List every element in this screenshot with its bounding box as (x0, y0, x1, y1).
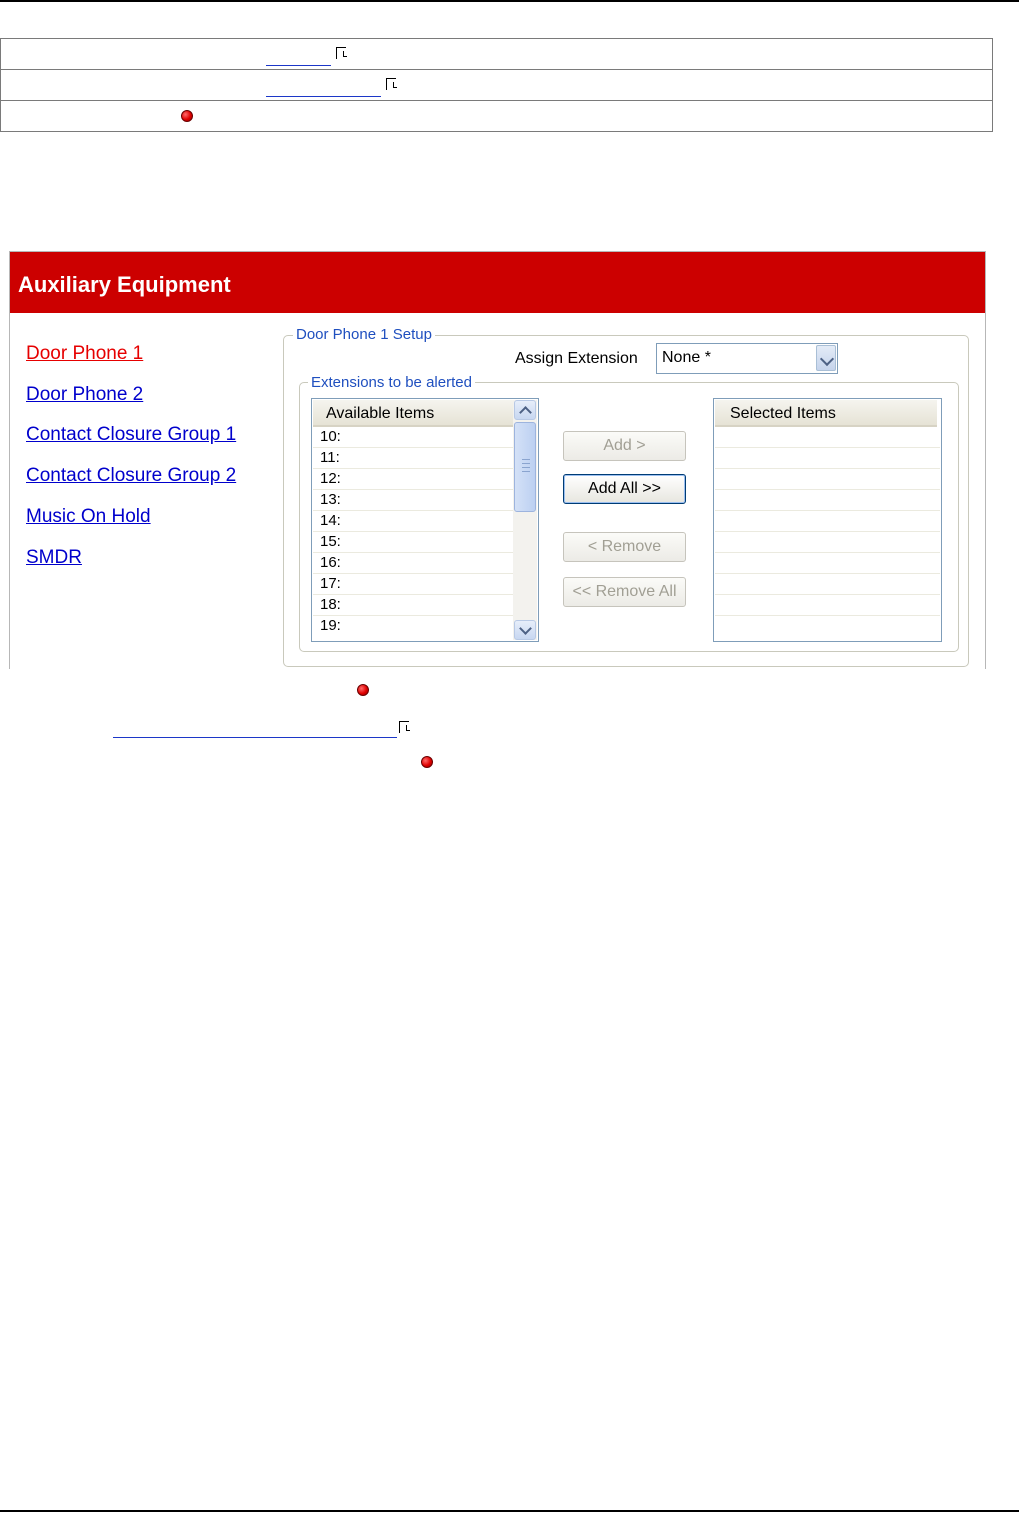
red-dot-icon (357, 684, 369, 696)
list-item[interactable]: 14: (313, 511, 513, 532)
assign-extension-select[interactable] (656, 343, 838, 374)
nav-door-phone-1[interactable]: Door Phone 1 (26, 343, 144, 364)
page-top-rule (0, 0, 1019, 2)
corner-mark-icon (386, 78, 396, 90)
nav-contact-closure-group-2[interactable]: Contact Closure Group 2 (26, 465, 237, 486)
list-item[interactable]: 19: (320, 617, 341, 634)
doc-table (0, 38, 993, 132)
list-item[interactable]: 16: (313, 553, 513, 574)
red-dot-icon (181, 110, 193, 122)
remove-button[interactable]: < Remove (563, 532, 686, 562)
selected-items-list[interactable] (713, 398, 942, 642)
list-item (715, 490, 940, 511)
doc-link-underline[interactable] (113, 737, 397, 738)
add-all-button[interactable]: Add All >> (563, 474, 686, 504)
extensions-alerted-legend: Extensions to be alerted (308, 374, 475, 391)
nav-music-on-hold[interactable]: Music On Hold (26, 506, 151, 527)
corner-mark-icon (399, 721, 409, 733)
door-phone-setup-legend: Door Phone 1 Setup (293, 326, 435, 343)
selected-items-header-label: Selected Items (730, 405, 836, 422)
auxiliary-equipment-panel (9, 251, 986, 669)
list-item[interactable]: 12: (313, 469, 513, 490)
nav-door-phone-2[interactable]: Door Phone 2 (26, 384, 144, 405)
list-item (715, 427, 940, 448)
nav-smdr[interactable]: SMDR (26, 547, 82, 568)
panel-title: Auxiliary Equipment (18, 272, 231, 297)
list-item (715, 553, 940, 574)
list-item[interactable]: 10: (313, 427, 513, 448)
list-item (715, 574, 940, 595)
doc-table-row (0, 38, 993, 69)
doc-link-underline[interactable] (266, 96, 381, 97)
available-items-header (313, 400, 513, 427)
list-item[interactable]: 15: (313, 532, 513, 553)
red-dot-icon (421, 756, 433, 768)
corner-mark-icon (336, 47, 346, 59)
assign-extension-value: None * (662, 349, 711, 366)
list-item[interactable]: 11: (313, 448, 513, 469)
assign-extension-label: Assign Extension (515, 350, 638, 367)
nav-contact-closure-group-1[interactable]: Contact Closure Group 1 (26, 424, 237, 445)
available-items-header-label: Available Items (326, 405, 435, 422)
panel-header (10, 252, 985, 313)
doc-table-row (0, 69, 993, 100)
list-item[interactable]: 13: (313, 490, 513, 511)
page-bottom-rule (0, 1510, 1019, 1512)
available-items-list[interactable] (311, 398, 539, 642)
scroll-thumb[interactable] (514, 422, 536, 512)
add-button[interactable]: Add > (563, 431, 686, 461)
list-item (715, 448, 940, 469)
scroll-down-icon[interactable] (514, 620, 536, 640)
list-item (715, 511, 940, 532)
list-item (715, 595, 940, 616)
list-item (715, 532, 940, 553)
list-item[interactable]: 17: (313, 574, 513, 595)
list-item[interactable]: 18: (313, 595, 513, 616)
selected-items-header (715, 400, 937, 427)
available-items-scrollbar[interactable] (513, 400, 537, 640)
doc-link-underline[interactable] (266, 65, 331, 66)
doc-table-row (0, 100, 993, 132)
remove-all-button[interactable]: << Remove All (563, 577, 686, 607)
chevron-down-icon[interactable] (816, 345, 836, 371)
scroll-up-icon[interactable] (514, 400, 536, 420)
list-item (715, 469, 940, 490)
